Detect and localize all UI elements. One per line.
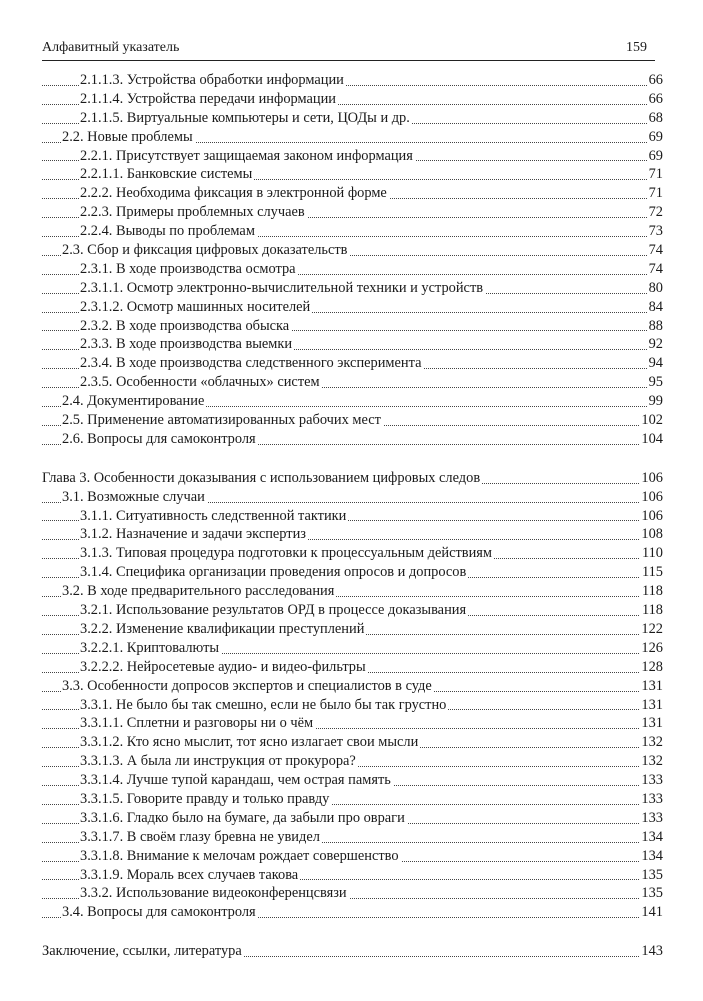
toc-entry[interactable] [42, 639, 663, 658]
toc-entry-page: 84 [648, 298, 663, 315]
toc-entry[interactable] [42, 279, 663, 298]
table-of-contents [42, 71, 663, 961]
toc-entry[interactable] [42, 677, 663, 696]
running-header [42, 38, 655, 61]
toc-entry-page: 102 [641, 412, 663, 429]
toc-entry[interactable] [42, 884, 663, 903]
toc-entry[interactable] [42, 714, 663, 733]
toc-entry-page: 131 [641, 696, 663, 713]
toc-entry-page: 115 [641, 564, 663, 581]
toc-entry[interactable] [42, 847, 663, 866]
toc-entry-page: 135 [641, 885, 663, 902]
toc-entry-title: 2.6. Вопросы для самоконтроля [62, 430, 256, 447]
toc-entry-page: 71 [648, 166, 663, 183]
toc-entry-title: 2.3.1.1. Осмотр электронно-вычислительной техники и устройств [80, 279, 484, 296]
toc-entry-title: 3.2.2.1. Криптовалюты [80, 639, 220, 656]
toc-entry-page: 128 [641, 658, 663, 675]
toc-entry-title: 2.3. Сбор и фиксация цифровых доказательств [62, 242, 348, 259]
toc-entry-title: 2.2.4. Выводы по проблемам [80, 223, 255, 240]
toc-entry-page: 143 [641, 943, 663, 960]
toc-entry-title: 2.3.4. В ходе производства следственного эксперимента [80, 355, 422, 372]
toc-entry[interactable] [42, 942, 663, 961]
toc-entry-page: 92 [648, 336, 663, 353]
toc-entry[interactable] [42, 809, 663, 828]
toc-entry-page: 66 [648, 72, 663, 88]
toc-entry-page: 133 [641, 790, 663, 807]
toc-entry-page: 134 [641, 847, 663, 864]
toc-entry-title: 3.1. Возможные случаи [62, 488, 205, 505]
toc-entry-title: 2.3.1.2. Осмотр машинных носителей [80, 298, 311, 315]
toc-entry-title: 2.2.1. Присутствует защищаемая законом информация [80, 147, 413, 164]
toc-entry-title: 2.1.1.3. Устройства обработки информации [80, 72, 344, 88]
toc-entry-page: 133 [641, 809, 663, 826]
toc-entry-title: 3.2.2. Изменение квалификации преступлений [80, 620, 365, 637]
toc-entry-title: 2.2.2. Необходима фиксация в электронной форме [80, 185, 387, 202]
toc-entry-title: 3.1.1. Ситуативность следственной тактики [80, 507, 347, 524]
toc-entry[interactable] [42, 752, 663, 771]
toc-entry[interactable] [42, 184, 663, 203]
toc-entry-page: 110 [641, 545, 663, 562]
toc-entry[interactable] [42, 373, 663, 392]
toc-entry[interactable] [42, 658, 663, 677]
toc-entry-page: 118 [641, 583, 663, 600]
toc-entry[interactable] [42, 866, 663, 885]
toc-entry-page: 134 [641, 828, 663, 845]
toc-entry[interactable] [42, 71, 663, 90]
toc-entry[interactable] [42, 128, 663, 147]
toc-entry-page: 118 [641, 602, 663, 619]
toc-entry[interactable] [42, 620, 663, 639]
toc-entry-title: 3.3.2. Использование видеоконференцсвязи [80, 885, 347, 902]
toc-entry-title: 2.3.1. В ходе производства осмотра [80, 260, 296, 277]
toc-entry-title: 3.3.1.1. Сплетни и разговоры ни о чём [80, 715, 314, 732]
toc-entry-page: 108 [641, 526, 663, 543]
toc-entry[interactable] [42, 165, 663, 184]
toc-entry-page: 94 [648, 355, 663, 372]
toc-entry-title: 2.5. Применение автоматизированных рабочих мест [62, 412, 381, 429]
toc-entry[interactable] [42, 469, 663, 488]
toc-entry-page: 135 [641, 866, 663, 883]
toc-entry-page: 133 [641, 772, 663, 789]
toc-entry-page: 141 [641, 904, 663, 921]
toc-entry[interactable] [42, 582, 663, 601]
header-title: Алфавитный указатель [42, 40, 180, 55]
toc-entry-page: 80 [648, 279, 663, 296]
toc-entry-page: 132 [641, 753, 663, 770]
toc-entry-title: 3.1.3. Типовая процедура подготовки к процессуальным действиям [80, 545, 492, 562]
toc-entry[interactable] [42, 696, 663, 715]
toc-entry-title: 3.3.1.2. Кто ясно мыслит, тот ясно излагает свои мысли [80, 734, 419, 751]
section-gap [42, 922, 663, 942]
toc-entry-page: 131 [641, 677, 663, 694]
toc-entry-page: 68 [648, 109, 663, 126]
toc-entry[interactable] [42, 733, 663, 752]
toc-entry-title: 2.2.3. Примеры проблемных случаев [80, 204, 305, 221]
toc-entry-title: Заключение, ссылки, литература [42, 943, 242, 960]
toc-entry[interactable] [42, 354, 663, 373]
toc-entry-page: 104 [641, 430, 663, 447]
toc-entry-page: 106 [641, 507, 663, 524]
toc-entry[interactable] [42, 222, 663, 241]
toc-entry-title: 3.3.1. Не было бы так смешно, если не было бы так грустно [80, 696, 447, 713]
toc-entry-title: 3.3.1.5. Говорите правду и только правду [80, 790, 330, 807]
toc-entry-page: 72 [648, 204, 663, 221]
toc-entry-title: 2.3.5. Особенности «облачных» систем [80, 374, 320, 391]
toc-entry-title: 3.3.1.9. Мораль всех случаев такова [80, 866, 299, 883]
toc-entry-title: 3.3.1.6. Гладко было на бумаге, да забыли про овраги [80, 809, 405, 826]
toc-entry[interactable] [42, 317, 663, 336]
toc-entry-title: 3.4. Вопросы для самоконтроля [62, 904, 256, 921]
toc-entry-page: 122 [641, 620, 663, 637]
toc-entry-title: 3.2.1. Использование результатов ОРД в процессе доказывания [80, 602, 467, 619]
toc-entry[interactable] [42, 392, 663, 411]
toc-entry[interactable] [42, 411, 663, 430]
toc-entry-title: 2.1.1.4. Устройства передачи информации [80, 90, 336, 107]
toc-entry-title: Глава 3. Особенности доказывания с использованием цифровых следов [42, 469, 481, 486]
toc-entry[interactable] [42, 563, 663, 582]
toc-entry-title: 3.2. В ходе предварительного расследования [62, 583, 335, 600]
toc-entry[interactable] [42, 771, 663, 790]
toc-entry-page: 88 [648, 317, 663, 334]
toc-entry-page: 71 [648, 185, 663, 202]
toc-entry[interactable] [42, 430, 663, 449]
toc-entry-title: 2.2.1.1. Банковские системы [80, 166, 253, 183]
toc-entry-title: 3.2.2.2. Нейросетевые аудио- и видео-фильтры [80, 658, 366, 675]
toc-entry[interactable] [42, 260, 663, 279]
toc-entry-title: 2.3.2. В ходе производства обыска [80, 317, 290, 334]
section-gap [42, 449, 663, 469]
toc-entry[interactable] [42, 488, 663, 507]
toc-entry-page: 95 [648, 374, 663, 391]
toc-entry-page: 66 [648, 90, 663, 107]
toc-entry-page: 73 [648, 223, 663, 240]
toc-entry[interactable] [42, 544, 663, 563]
toc-entry-title: 2.3.3. В ходе производства выемки [80, 336, 293, 353]
toc-entry[interactable] [42, 903, 663, 922]
page-number: 159 [626, 40, 647, 55]
toc-entry-page: 74 [648, 260, 663, 277]
toc-entry[interactable] [42, 147, 663, 166]
toc-entry[interactable] [42, 790, 663, 809]
toc-entry-title: 2.4. Документирование [62, 393, 205, 410]
toc-entry[interactable] [42, 203, 663, 222]
toc-entry-title: 3.3.1.8. Внимание к мелочам рождает совершенство [80, 847, 399, 864]
toc-entry[interactable] [42, 298, 663, 317]
toc-entry[interactable] [42, 525, 663, 544]
toc-entry-title: 3.3. Особенности допросов экспертов и специалистов в суде [62, 677, 432, 694]
toc-entry[interactable] [42, 828, 663, 847]
toc-entry-title: 3.3.1.3. А была ли инструкция от прокурора? [80, 753, 356, 770]
toc-entry-page: 69 [648, 147, 663, 164]
toc-entry-page: 106 [641, 469, 663, 486]
toc-entry-page: 106 [641, 488, 663, 505]
toc-entry[interactable] [42, 507, 663, 526]
toc-entry[interactable] [42, 241, 663, 260]
toc-entry-page: 69 [648, 128, 663, 145]
toc-entry[interactable] [42, 601, 663, 620]
toc-entry-title: 2.2. Новые проблемы [62, 128, 193, 145]
toc-entry-page: 131 [641, 715, 663, 732]
toc-entry-title: 3.3.1.4. Лучше тупой карандаш, чем острая память [80, 772, 391, 789]
toc-entry-page: 126 [641, 639, 663, 656]
toc-entry-title: 3.3.1.7. В своём глазу бревна не увидел [80, 828, 320, 845]
toc-entry[interactable] [42, 90, 663, 109]
toc-entry-title: 3.1.4. Специфика организации проведения опросов и допросов [80, 564, 467, 581]
toc-entry-page: 74 [648, 242, 663, 259]
toc-entry[interactable] [42, 109, 663, 128]
toc-entry-title: 2.1.1.5. Виртуальные компьютеры и сети, ЦОДы и др. [80, 109, 410, 126]
toc-entry-page: 99 [648, 393, 663, 410]
toc-entry-title: 3.1.2. Назначение и задачи экспертиз [80, 526, 306, 543]
toc-entry[interactable] [42, 335, 663, 354]
toc-entry-page: 132 [641, 734, 663, 751]
